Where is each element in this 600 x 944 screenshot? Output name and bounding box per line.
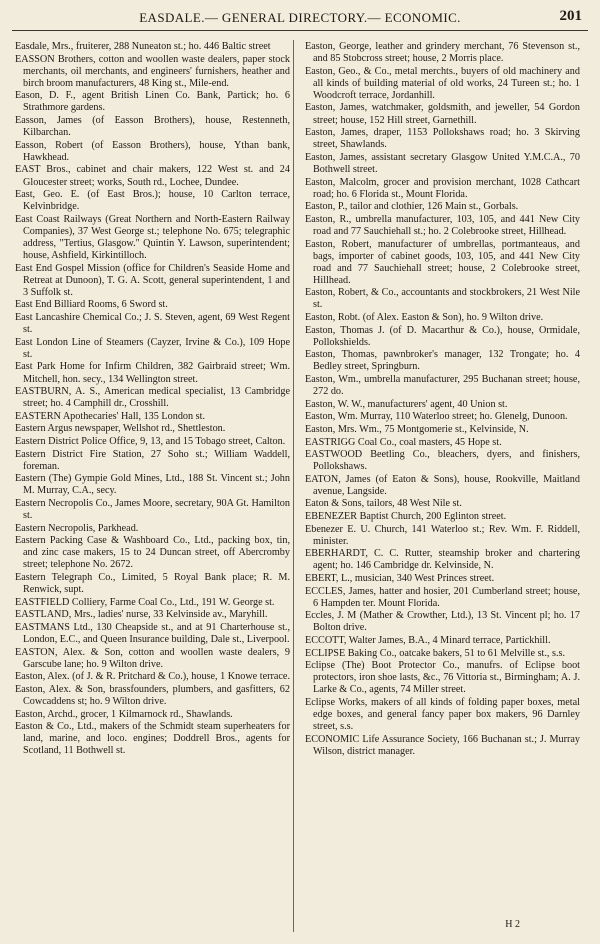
- directory-entry: Eaton & Sons, tailors, 48 West Nile st.: [305, 498, 462, 510]
- directory-entry: Eclipse (The) Boot Protector Co., manufrs. of Eclipse boot protectors, iron shoe lasts, &c., 76 Vittoria st., Birmingham; A. J. Larke & Co., agents, 74 Miller street.: [305, 660, 580, 696]
- directory-entry: Easton, Geo., & Co., metal merchts., buyers of old machinery and all kinds of building material of old works, 24 Tureen st.; ho. 1 Woodcroft terrace, Jordanhill.: [305, 65, 580, 101]
- directory-entry: EASTRIGG Coal Co., coal masters, 45 Hope st.: [305, 436, 502, 448]
- directory-entry: EAST Bros., cabinet and chair makers, 122 West st. and 24 Gloucester street; works, South rd., Lochee, Dundee.: [15, 164, 290, 188]
- directory-entry: East End Gospel Mission (office for Children's Seaside Home and Retreat at Dunoon), T. G. A. Scott, general superintendent, 1 and 3 Suffolk st.: [15, 262, 290, 298]
- directory-entry: Eastern Argus newspaper, Wellshot rd., Shettleston.: [15, 423, 226, 435]
- directory-entry: East Coast Railways (Great Northern and North-Eastern Railway Companies), 37 West George st.; telephone No. 675; telegraphic address, "Tertius, Glasgow." Quintin Y. Lawson, superintendent; house, Ashfield, Kirkintilloch.: [15, 213, 290, 262]
- directory-entry: East End Billiard Rooms, 6 Sword st.: [15, 299, 168, 311]
- directory-entry: Eastern District Police Office, 9, 13, and 15 Tobago street, Calton.: [15, 436, 286, 447]
- directory-entry: EASTWOOD Beetling Co., bleachers, dyers, and finishers, Pollokshaws.: [305, 449, 580, 473]
- directory-entry: Easton, George, leather and grindery merchant, 76 Stevenson st., and 85 Stobcross street; house, 2 Morris place.: [305, 41, 580, 65]
- directory-entry: EBERHARDT, C. C. Rutter, steamship broker and chartering agent; ho. 146 Cambridge dr. Kelvinside, N.: [305, 548, 580, 572]
- directory-entry: Easson, James (of Easson Brothers), house, Restenneth, Kilbarchan.: [15, 115, 290, 139]
- running-head: EASDALE.— GENERAL DIRECTORY.— ECONOMIC.: [139, 10, 461, 25]
- directory-entry: Eason, D. F., agent British Linen Co. Bank, Partick; ho. 6 Strathmore gardens.: [15, 90, 290, 114]
- directory-entry: EASTON, Alex. & Son, cotton and woollen waste dealers, 9 Garscube lane; ho. 9 Wilton drive.: [15, 646, 290, 670]
- directory-entry: Easton, Mrs. Wm., 75 Montgomerie st., Kelvinside, N.: [305, 423, 529, 435]
- directory-entry: Eastern Telegraph Co., Limited, 5 Royal Bank place; R. M. Renwick, supt.: [15, 572, 290, 596]
- directory-entry: Easton, P., tailor and clothier, 126 Main st., Gorbals.: [305, 201, 519, 213]
- directory-entry: ECLIPSE Baking Co., oatcake bakers, 51 to 61 Melville st., s.s.: [305, 647, 566, 659]
- column-divider: [293, 40, 294, 932]
- directory-entry: Easton, Archd., grocer, 1 Kilmarnock rd., Shawlands.: [15, 708, 233, 720]
- directory-entry: East Lancashire Chemical Co.; J. S. Steven, agent, 69 West Regent st.: [15, 312, 290, 336]
- directory-entry: Eastern Packing Case & Washboard Co., Ltd., packing box, tin, and zinc case makers, 15 to 24 Duncan street, off Abercromby street; telephone No. 2672.: [15, 535, 290, 571]
- directory-entry: Easton, Thomas J. (of D. Macarthur & Co.), house, Ormidale, Pollokshields.: [305, 324, 580, 348]
- directory-entry: Easton, Robert, & Co., accountants and stockbrokers, 21 West Nile st.: [305, 287, 580, 311]
- directory-entry: ECONOMIC Life Assurance Society, 166 Buchanan st.; J. Murray Wilson, district manager.: [305, 733, 580, 757]
- directory-entry: Easton, Wm. Murray, 110 Waterloo street; ho. Glenelg, Dunoon.: [305, 411, 568, 423]
- directory-entry: Easton, Robt. (of Alex. Easton & Son), ho. 9 Wilton drive.: [305, 312, 544, 324]
- directory-entry: EATON, James (of Eaton & Sons), house, Rookville, Maitland avenue, Langside.: [305, 473, 580, 497]
- directory-entry: ECCLES, James, hatter and hosier, 201 Cumberland street; house, 6 Hampden ter. Mount Florida.: [305, 585, 580, 609]
- directory-entry: Easton, R., umbrella manufacturer, 103, 105, and 441 New City road and 77 Sauchiehall st.; ho. 2 Colebrooke street, Hillhead.: [305, 213, 580, 237]
- directory-entry: Eastern (The) Gympie Gold Mines, Ltd., 188 St. Vincent st.; John M. Murray, C.A., secy.: [15, 473, 290, 497]
- directory-entry: Eastern Necropolis, Parkhead.: [15, 522, 139, 534]
- directory-entry: Easton, Alex. (of J. & R. Pritchard & Co.), house, 1 Knowe terrace.: [15, 671, 291, 683]
- directory-entry: EASTLAND, Mrs., ladies' nurse, 33 Kelvinside av., Maryhill.: [15, 609, 268, 621]
- directory-entry: Easton, W. W., manufacturers' agent, 40 Union st.: [305, 398, 508, 410]
- directory-entry: East, Geo. E. (of East Bros.); house, 10 Carlton terrace, Kelvinbridge.: [15, 189, 290, 213]
- directory-entry: EBERT, L., musician, 340 West Princes street.: [305, 573, 495, 585]
- directory-entry: EASTERN Apothecaries' Hall, 135 London st.: [15, 410, 205, 422]
- signature-mark: H 2: [505, 919, 520, 930]
- directory-entry: East Park Home for Infirm Children, 382 Gairbraid street; Wm. Mitchell, hon. secy., 134 Wellington street.: [15, 361, 290, 385]
- directory-entry: Eastern District Fire Station, 27 Soho st.; William Waddell, foreman.: [15, 448, 290, 472]
- directory-entry: Easton, James, watchmaker, goldsmith, and jeweller, 54 Gordon street; house, 152 Hill street, Garnethill.: [305, 102, 580, 126]
- directory-entry: EASTFIELD Colliery, Farme Coal Co., Ltd., 191 W. George st.: [15, 596, 275, 608]
- directory-entry: Easdale, Mrs., fruiterer, 288 Nuneaton st.; ho. 446 Baltic street: [15, 41, 271, 52]
- directory-entry: Easson, Robert (of Easson Brothers), house, Ythan bank, Hawkhead.: [15, 139, 290, 163]
- directory-entry: Easton & Co., Ltd., makers of the Schmidt steam superheaters for land, marine, and loco. engines; Doddrell Bros., agents for Scotland, 11 Bothwell st.: [15, 721, 290, 757]
- directory-entry: Easton, James, draper, 1153 Pollokshaws road; ho. 3 Skirving street, Shawlands.: [305, 127, 580, 151]
- directory-entry: East London Line of Steamers (Cayzer, Irvine & Co.), 109 Hope st.: [15, 336, 290, 360]
- directory-entry: EASTMANS Ltd., 130 Cheapside st., and at 91 Charterhouse st., London, E.C., and Queen Insurance building, Dale st., Liverpool.: [15, 621, 290, 645]
- directory-entry: EBENEZER Baptist Church, 200 Eglinton street.: [305, 511, 507, 523]
- directory-entry: Easton, Malcolm, grocer and provision merchant, 1028 Cathcart road; ho. 6 Florida st., Mount Florida.: [305, 176, 580, 200]
- directory-entry: ECCOTT, Walter James, B.A., 4 Minard terrace, Partickhill.: [305, 635, 551, 646]
- right-column: [305, 41, 580, 758]
- directory-entry: Eccles, J. M (Mather & Crowther, Ltd.), 13 St. Vincent pl; ho. 17 Bolton drive.: [305, 610, 580, 634]
- directory-entry: EASTBURN, A. S., American medical specialist, 13 Cambridge street; ho. 4 Camphill dr., Crosshill.: [15, 386, 290, 410]
- directory-entry: Easton, Thomas, pawnbroker's manager, 132 Trongate; ho. 4 Bedley street, Springburn.: [305, 349, 580, 373]
- left-column: [15, 41, 290, 758]
- directory-entry: Easton, James, assistant secretary Glasgow United Y.M.C.A., 70 Bothwell street.: [305, 151, 580, 175]
- directory-entry: Easton, Wm., umbrella manufacturer, 295 Buchanan street; house, 272 do.: [305, 374, 580, 398]
- directory-entry: Eclipse Works, makers of all kinds of folding paper boxes, metal edge boxes, and general fancy paper box makers, 96 Darnley street, s.s.: [305, 696, 580, 733]
- directory-entry: EASSON Brothers, cotton and woollen waste dealers, paper stock merchants, oil merchants, and engineers' furnishers, heather and birch broom manufacturers, 48 King st., Mile-end.: [15, 53, 290, 89]
- directory-entry: Ebenezer E. U. Church, 141 Waterloo st.; Rev. Wm. F. Riddell, minister.: [305, 523, 580, 547]
- page-number: 201: [559, 8, 582, 24]
- directory-entry: Eastern Necropolis Co., James Moore, secretary, 90A Gt. Hamilton st.: [15, 497, 290, 522]
- directory-entry: Easton, Robert, manufacturer of umbrellas, portmanteaus, and bags, importer of cabinet goods, 103, 105, and 441 New City road and 77 Sauchiehall street; house, 2 Colebrooke street, Hillhead.: [305, 238, 580, 286]
- page-header: [12, 8, 588, 31]
- directory-entry: Easton, Alex. & Son, brassfounders, plumbers, and gasfitters, 62 Cowcaddens st; ho. 9 Wilton drive.: [15, 683, 290, 707]
